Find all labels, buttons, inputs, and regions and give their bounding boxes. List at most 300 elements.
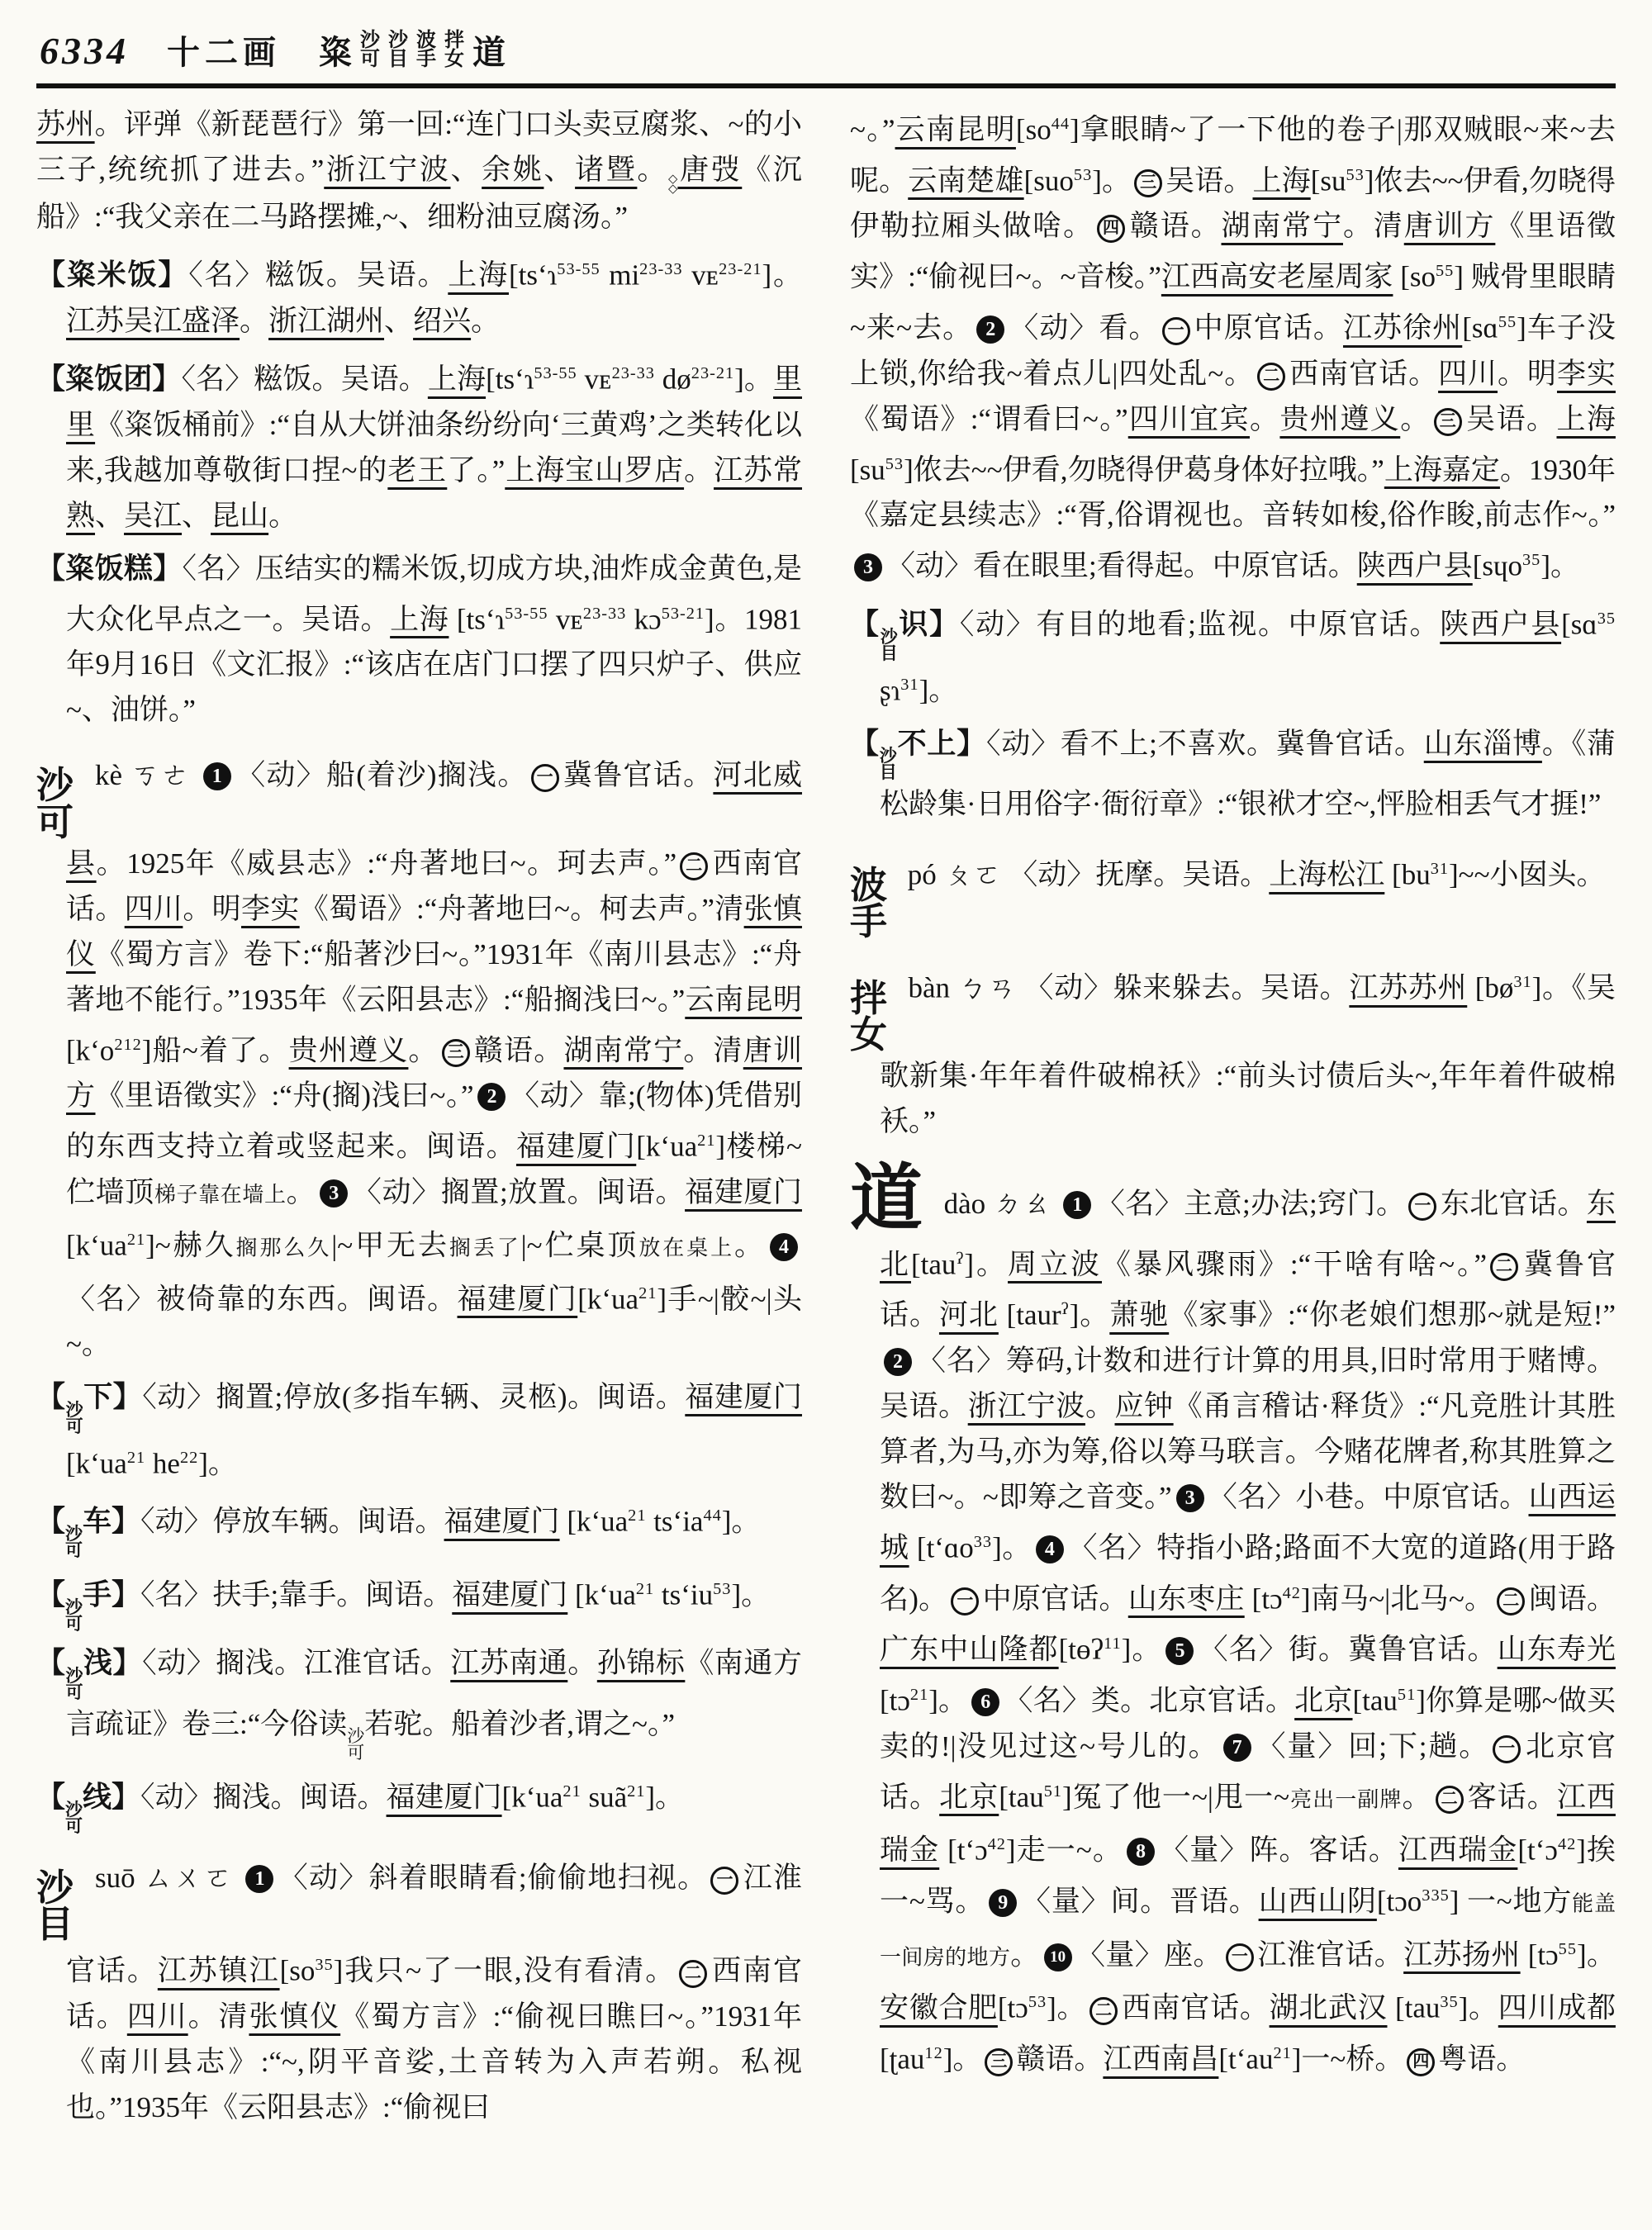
entry-text: [bu (1384, 858, 1431, 891)
place-or-author-name: 四川宜宾 (1127, 402, 1250, 435)
entry-text: [tau (1352, 1684, 1398, 1717)
tone-superscript: 33 (973, 1533, 993, 1551)
entry-text: [kʻua (567, 1578, 636, 1611)
entry-text: [kʻua (636, 1130, 698, 1163)
entry-text: ] 贼骨里眼睛~来~去。 (850, 260, 1616, 344)
entry-text: 。 (684, 453, 714, 486)
entry-text: 〈名〉筹码,计数和进行计算的用具,旧时常用于赌博。吴语。 (880, 1345, 1616, 1422)
entry-text: 西南官话。 (66, 847, 802, 925)
place-or-author-name: 上海 (1252, 164, 1311, 197)
entry-text: ]。 (1047, 1991, 1087, 2024)
place-or-author-name: 福建厦门 (685, 1381, 802, 1414)
headword-entry (850, 1159, 1616, 2082)
entry-text: 《里语徵实》:“舟(搁)浅曰~。” (95, 1079, 474, 1113)
tone-superscript: 31 (1430, 860, 1449, 878)
headword-entry (36, 1855, 802, 2130)
entry-text: ]。 (1092, 164, 1132, 197)
entry-text: 〈名〉主意;办法;窍门。 (1095, 1187, 1406, 1220)
place-or-author-name: 山西运城 (880, 1481, 1616, 1564)
entry-text: 《蜀语》:“舟著地曰~。柯去声。”清 (299, 892, 744, 925)
glyph-part: 沙 (36, 765, 74, 807)
entry-text: 若驼。船着沙者,谓之~。” (364, 1707, 675, 1740)
entry-text: [so (279, 1954, 316, 1987)
tone-superscript: 42 (987, 1835, 1006, 1854)
entry-text: kɔ (626, 603, 662, 636)
entry-text: 手】 (83, 1578, 141, 1611)
entry-text: 赣语。 (1127, 210, 1222, 243)
entry-text: ]车子没上锁,你给我~着点儿|四处乱~。 (850, 311, 1616, 390)
entry-text: ]侬去~~伊看,勿晓得伊葛身体好拉哦。” (904, 453, 1384, 486)
place-or-author-name: 江苏镇江 (157, 1954, 280, 1987)
place-or-author-name: 云南昆明 (685, 983, 802, 1016)
tone-superscript: 53 (713, 1580, 732, 1599)
place-or-author-name: 四川 (1438, 357, 1498, 390)
tone-superscript: 335 (1422, 1886, 1450, 1905)
place-or-author-name: 张慎仪 (66, 892, 802, 970)
entry-text: 【粢饭糕】 (36, 552, 183, 585)
sense-number-badge: 9 (989, 1889, 1017, 1917)
glyph-part: 可 (347, 1743, 365, 1763)
entry-text: dø (654, 363, 691, 396)
glyph-part: 沙 (65, 1597, 83, 1618)
diamond-marker (668, 174, 677, 195)
entry-text: 〈量〉间。晋语。 (1021, 1885, 1259, 1918)
entry-text: 〈名〉被倚靠的东西。闽语。 (66, 1283, 458, 1316)
entry-text: [tsʻɿ (486, 363, 534, 396)
entry-text: ~。” (850, 113, 895, 146)
tone-superscript: 55 (1558, 1939, 1577, 1958)
tone-superscript: 53-55 (534, 364, 577, 383)
entry-text: ]冤了他一~|甩一~ (1061, 1781, 1290, 1814)
entry-text: 。 (637, 154, 669, 186)
gloss-text: 搁丢了 (449, 1236, 521, 1260)
entry-text: 。 (1010, 1938, 1040, 1971)
place-or-author-name: 山东淄博 (1423, 727, 1542, 760)
place-or-author-name: 昆山 (211, 499, 269, 532)
entry-text: 粤语。 (1438, 2043, 1526, 2076)
place-or-author-name: 李实 (241, 892, 300, 925)
place-or-author-name: 福建厦门 (386, 1781, 502, 1814)
sense-number-badge: 4 (1036, 1535, 1064, 1563)
place-or-author-name: 萧驰 (1109, 1299, 1170, 1331)
entry-text: 。1930年《嘉定县续志》:“胥,俗谓视也。音转如梭,俗作睃,前志作~。” (850, 453, 1616, 532)
entry-text: ]船~着了。 (141, 1034, 289, 1067)
entry-text: ] 一~地方 (1449, 1885, 1573, 1918)
region-number-badge: 四 (1407, 2048, 1435, 2076)
entry-text: [taur (998, 1299, 1061, 1331)
entry-text: 〈动〉搁浅。闽语。 (140, 1781, 387, 1814)
tone-superscript: 21 (638, 1283, 657, 1302)
place-or-author-name: 上海嘉定 (1384, 453, 1500, 486)
place-or-author-name: 唐弢 (677, 154, 743, 186)
tone-superscript: 21 (563, 1782, 582, 1801)
sense-number-badge: 8 (1127, 1838, 1155, 1866)
entry-text: 客话。 (1466, 1781, 1557, 1814)
entry-text: 【 (36, 1781, 66, 1814)
entry-text: [tau (910, 1248, 957, 1281)
place-or-author-name: 北京 (939, 1781, 999, 1814)
headword-entry (850, 960, 1616, 1144)
place-or-author-name: 唐训方 (1403, 210, 1496, 243)
sense-number-badge: 1 (203, 762, 231, 790)
entry-text: [bø (1467, 971, 1514, 1004)
tone-superscript: 53-55 (557, 260, 601, 279)
entry-text: [tɵʔ (1058, 1633, 1104, 1666)
compound-entry (36, 1374, 802, 1486)
right-column (850, 102, 1616, 2130)
entry-text: he (145, 1447, 180, 1480)
entry-text: 【 (850, 727, 880, 760)
entry-text: 东北官话。 (1440, 1187, 1587, 1220)
page-number: 6334 (40, 30, 129, 72)
entry-text: 了。” (447, 453, 506, 486)
place-or-author-name: 贵州遵义 (288, 1034, 409, 1067)
tone-superscript: 55 (1436, 262, 1455, 281)
entry-text: 〈量〉座。 (1075, 1938, 1222, 1971)
place-or-author-name: 上海松江 (1269, 858, 1385, 891)
region-number-badge: 二 (1089, 1997, 1118, 2025)
glyph-part: 女 (444, 48, 468, 70)
region-number-badge: 三 (985, 2048, 1013, 2076)
entry-text: ]~赫久 (145, 1229, 236, 1262)
glyph-part: 可 (65, 1614, 83, 1635)
entry-text: [kʻo (66, 1034, 115, 1067)
place-or-author-name: 陕西户县 (1440, 608, 1562, 641)
sense-number-badge: 10 (1044, 1943, 1072, 1971)
entry-text: 《蜀方言》:“偷视曰瞧曰~。”1931年《南川县志》:“~,阴平音娑,土音转为入声若朔。私视也。”1935年《云阳县志》:“偷视曰 (66, 2000, 802, 2123)
place-or-author-name: 云南楚雄 (908, 164, 1024, 197)
gloss-text: 梯子靠在墙上 (154, 1182, 287, 1207)
entry-text: 〈动〉看不上;不喜欢。冀鲁官话。 (985, 727, 1424, 760)
headword-character: 道 (850, 1159, 923, 1240)
tone-superscript: 31 (900, 675, 919, 694)
entry-text: 〈名〉特指小路;路面不大宽的道路(用于路名)。 (880, 1531, 1616, 1616)
entry-text: mi (600, 259, 640, 292)
tone-superscript: 21 (1273, 2043, 1292, 2062)
tone-superscript: 23-33 (611, 364, 655, 383)
sense-number-badge: 2 (477, 1083, 506, 1111)
gloss-text: 能盖一间房的地方 (880, 1891, 1616, 1970)
gloss-text: 搁那么久 (235, 1236, 332, 1260)
entry-text: suã (581, 1781, 628, 1814)
entry-text: 、 (384, 305, 414, 338)
tone-superscript: 51 (1043, 1782, 1062, 1801)
glyph-part: 可 (65, 1540, 83, 1561)
entry-text: 、 (182, 499, 211, 532)
region-number-badge: 一 (1226, 1943, 1254, 1971)
entry-text: 〈量〉阵。客话。 (1159, 1834, 1398, 1867)
entry-text: 。 (268, 499, 298, 532)
entry-text: ]一~桥。 (1291, 2043, 1404, 2076)
place-or-author-name: 江苏徐州 (1342, 311, 1463, 344)
entry-text: 。清 (683, 1034, 743, 1067)
stroke-count-section: 十二画 (167, 34, 281, 71)
entry-text: 〈动〉看在眼里;看得起。中原官话。 (886, 549, 1357, 582)
place-or-author-name: 江西南昌 (1103, 2043, 1219, 2076)
glyph-part: 沙 (65, 1399, 83, 1420)
compound-entry (36, 1567, 802, 1633)
entry-text: vᴇ (682, 259, 719, 292)
region-number-badge: 二 (1490, 1253, 1518, 1281)
place-or-author-name: 苏州 (36, 108, 95, 140)
place-or-author-name: 上海 (390, 603, 449, 636)
entry-text: 〈名〉扶手;靠手。闽语。 (140, 1578, 453, 1611)
entry-text: ]。 (762, 259, 802, 292)
composed-glyph (388, 31, 411, 69)
place-or-author-name: 福建厦门 (444, 1505, 560, 1538)
glyph-part: 沙 (879, 746, 897, 766)
headword-character (36, 1867, 74, 1946)
entry-text: ]。 (964, 1248, 1009, 1281)
tone-superscript: 35 (1522, 551, 1541, 570)
glyph-part: 女 (850, 1013, 888, 1056)
entry-text: 《蜀方言》卷下:“船著沙曰~。”1931年《南川县志》:“舟著地不能行。”1935年《云阳县志》:“船搁浅曰~。” (66, 937, 802, 1016)
entry-text: 。评弹《新琵琶行》第一回:“连门口头卖豆腐浆、~的小三子,统统抓了进去。” (36, 108, 802, 186)
place-or-author-name: 四川 (124, 892, 183, 925)
place-or-author-name: 湖南常宁 (563, 1034, 684, 1067)
entry-text: 〈动〉船(着沙)搁浅。 (235, 759, 528, 792)
entry-text: [tʻɑo (909, 1531, 974, 1564)
entry-text: kè ㄎㄜ (87, 759, 199, 792)
entry-text: [tɔ (880, 1684, 910, 1717)
entry-text: 西南官话。 (1121, 1991, 1270, 2024)
region-number-badge: 二 (680, 852, 708, 880)
entry-text: vᴇ (577, 363, 612, 396)
place-or-author-name: 应钟 (1114, 1390, 1174, 1422)
entry-text: 【粢饭团】 (36, 363, 182, 396)
tone-superscript: 23-33 (582, 604, 627, 623)
entry-text: ]南马~|北马~。 (1300, 1582, 1494, 1616)
entry-text: ]。《吴歌新集·年年着件破棉袄》:“前头讨债后头~,年年着件破棉袄。” (880, 971, 1616, 1137)
entry-text: ]手~|骹~|头~。 (66, 1283, 802, 1361)
glyph-part: 沙 (360, 29, 383, 51)
compound-entry (36, 1493, 802, 1559)
entry-text: 。 (286, 1175, 316, 1208)
entry-text: 【 (36, 1578, 66, 1611)
glyph-part: 沙 (65, 1800, 83, 1820)
entry-text: ]。 (942, 2043, 982, 2076)
entry-text: ]。 (992, 1531, 1032, 1564)
entry-text: 浅】 (83, 1647, 143, 1680)
two-column-text (36, 102, 1616, 2130)
entry-text: ]。 (734, 363, 773, 396)
entry-text: ]走一~。 (1005, 1834, 1123, 1867)
entry-text: ]。1981年9月16日《文汇报》:“该店在店门口摆了四只炉子、供应~、油饼。” (66, 603, 802, 727)
entry-text: 。 (1085, 1390, 1115, 1422)
tone-superscript: 23-21 (719, 260, 762, 279)
place-or-author-name: 江苏吴江盛泽 (66, 305, 240, 338)
composed-glyph (416, 31, 439, 69)
entry-text: 【粢米饭】 (36, 259, 189, 292)
tone-superscript: 53-55 (505, 604, 548, 623)
place-or-author-name: 湖南常宁 (1221, 210, 1343, 243)
tone-superscript: 12 (924, 2043, 943, 2062)
place-or-author-name: 浙江宁波 (324, 154, 451, 186)
place-or-author-name: 江苏常熟 (66, 453, 802, 532)
entry-text: 【 (36, 1647, 66, 1680)
tone-superscript: ʔ (956, 1249, 965, 1268)
entry-text: 、 (95, 499, 125, 532)
place-or-author-name: 北京 (1294, 1684, 1353, 1717)
place-or-author-name: 孙锦标 (596, 1647, 686, 1680)
region-number-badge: 一 (1162, 317, 1190, 345)
entry-text: [so (1015, 113, 1051, 146)
entry-text: [kʻua (66, 1447, 127, 1480)
region-number-badge: 一 (1408, 1193, 1436, 1221)
composed-glyph (65, 1399, 83, 1436)
place-or-author-name: 江西瑞金 (880, 1781, 1616, 1867)
tone-superscript: 21 (628, 1506, 647, 1525)
place-or-author-name: 里里 (66, 363, 802, 441)
entry-text: 。 (408, 1034, 439, 1067)
tone-superscript: 23-21 (691, 364, 735, 383)
tone-superscript: 22 (179, 1448, 199, 1467)
entry-text: [tɔ (1520, 1938, 1559, 1971)
entry-text: 《里语徵实》:“偷视曰~。~音梭。” (850, 210, 1616, 293)
place-or-author-name: 广东中山隆都 (880, 1633, 1059, 1666)
entry-text: 冀鲁官话。 (562, 759, 714, 792)
composed-glyph (65, 1802, 83, 1835)
entry-text: 〈动〉搁浅。江淮官话。 (142, 1647, 451, 1680)
entry-text: ʂɿ (880, 674, 901, 707)
entry-text: [kʻua (66, 1229, 127, 1262)
place-or-author-name: 绍兴 (413, 305, 472, 338)
entry-continuation (36, 102, 802, 240)
region-number-badge: 二 (1497, 1587, 1525, 1616)
place-or-author-name: 福建厦门 (515, 1130, 637, 1163)
entry-text: 、 (450, 154, 482, 186)
tone-superscript: 23-33 (639, 260, 683, 279)
headword-character (36, 765, 74, 843)
tone-superscript: 51 (1397, 1685, 1417, 1704)
place-or-author-name: 江苏扬州 (1403, 1938, 1521, 1971)
tone-superscript: 21 (635, 1580, 655, 1599)
entry-text: 。明 (183, 892, 242, 925)
entry-text: [tau (1387, 1991, 1441, 2024)
sense-number-badge: 1 (1063, 1191, 1091, 1219)
sense-number-badge: 6 (971, 1688, 999, 1716)
composed-glyph (65, 1526, 83, 1559)
place-or-author-name: 唐训方 (66, 1034, 802, 1113)
gloss-text: 亮出一副牌 (1289, 1787, 1403, 1812)
entry-text: 赣语。 (472, 1034, 564, 1067)
tone-superscript: 21 (126, 1448, 146, 1467)
tone-superscript: 21 (126, 1230, 146, 1249)
place-or-author-name: 张慎仪 (249, 2000, 341, 2033)
entry-text: |~甲无去 (331, 1229, 449, 1262)
entry-text: ]。 (919, 674, 958, 707)
entry-text: 冀鲁官话。 (880, 1248, 1616, 1331)
entry-text: 。 (240, 305, 269, 338)
entry-text: 〈名〉糍饭。吴语。 (181, 363, 428, 396)
entry-text: 粢 (319, 34, 355, 71)
entry-text: 〈动〉看。 (1009, 311, 1159, 344)
entry-text: 〈动〉有目的地看;监视。中原官话。 (959, 608, 1441, 641)
entry-text: 〈名〉类。北京官话。 (1004, 1684, 1295, 1717)
entry-text: [kʻua (501, 1781, 563, 1814)
tone-superscript: 21 (697, 1132, 716, 1151)
entry-text: [tɔo (1376, 1885, 1422, 1918)
place-or-author-name: 周立波 (1008, 1248, 1102, 1281)
entry-text: [so (1393, 260, 1436, 293)
place-or-author-name: 李实 (1556, 357, 1616, 390)
entry-text: ]。 (1540, 549, 1579, 582)
entry-text: 〈名〉小巷。中原官话。 (1208, 1481, 1529, 1513)
place-or-author-name: 诸暨 (575, 154, 638, 186)
tone-superscript: 53-21 (661, 604, 705, 623)
entry-text: 中原官话。 (982, 1582, 1128, 1616)
entry-text: pó ㄆㄛ 〈动〉抚摩。吴语。 (900, 858, 1270, 891)
glyph-part: 目 (880, 643, 898, 664)
place-or-author-name: 江苏南通 (450, 1647, 568, 1680)
entry-text: [tʻɔ (1517, 1834, 1558, 1867)
place-or-author-name: 陕西户县 (1356, 549, 1473, 582)
place-or-author-name: 上海 (448, 259, 509, 292)
entry-text: ]你算是哪~做买卖的!|没见过这~号儿的。 (880, 1684, 1616, 1763)
entry-text: 。1925年《威县志》:“舟著地曰~。珂去声。” (96, 847, 677, 880)
tone-superscript: 35 (1440, 1993, 1459, 2012)
entry-text: 。明 (1498, 357, 1557, 390)
composed-glyph (444, 31, 468, 69)
entry-text: ]拿眼睛~了一下他的卷子|那双贼眼~来~去呢。 (850, 113, 1616, 197)
glyph-part: 可 (65, 1416, 83, 1436)
entry-text: ]侬去~~伊看,勿晓得伊勒拉厢头做啥。 (850, 164, 1616, 243)
entry-text: vᴇ (548, 603, 583, 636)
entry-text: 《蜀语》:“谓看曰~。” (850, 402, 1128, 435)
entry-text: 识】 (897, 608, 960, 641)
region-number-badge: 一 (531, 764, 559, 792)
entry-text: bàn ㄅㄢ 〈动〉躲来躲去。吴语。 (900, 971, 1350, 1004)
entry-text: 【 (36, 1381, 66, 1414)
entry-text: 【 (850, 608, 881, 641)
gloss-text: 放在桌上 (638, 1236, 735, 1260)
entry-text: 不上】 (896, 727, 986, 760)
region-number-badge: 一 (951, 1587, 979, 1616)
region-number-badge: 三 (1434, 408, 1462, 436)
entry-text: 【 (36, 1505, 66, 1538)
tone-superscript: 21 (627, 1782, 646, 1801)
entry-text: ]。 (645, 1781, 685, 1814)
entry-text: 〈动〉搁置;停放(多指车辆、灵柩)。闽语。 (142, 1381, 686, 1414)
entry-text: 。 (1249, 402, 1280, 435)
place-or-author-name: 福建厦门 (452, 1578, 568, 1611)
glyph-part: 可 (36, 801, 74, 843)
entry-text: 车】 (83, 1505, 141, 1538)
entry-text: ]。 (198, 1447, 237, 1480)
entry-text: 。《蒲松龄集·日用俗字·衙衍章》:“银袱才空~,怦脸相丢气才捱!” (880, 727, 1616, 820)
tone-superscript: 53 (1073, 165, 1093, 184)
composed-glyph (880, 748, 897, 781)
entry-text: 〈名〉街。冀鲁官话。 (1198, 1633, 1498, 1666)
entry-text: 江淮官话。 (66, 1862, 802, 1987)
place-or-author-name: 山东寿光 (1497, 1633, 1616, 1666)
glyph-part: 手 (850, 900, 888, 942)
tone-superscript: 11 (1104, 1635, 1122, 1654)
tone-superscript: 44 (703, 1506, 722, 1525)
place-or-author-name: 余姚 (482, 154, 544, 186)
entry-text: [ʈau (880, 2043, 925, 2076)
compound-entry (850, 596, 1616, 714)
header-divider (36, 83, 1616, 88)
entry-text: ]。 (1121, 1633, 1162, 1666)
entry-text: [kʻua (577, 1283, 639, 1316)
sense-number-badge: 7 (1223, 1734, 1251, 1762)
region-number-badge: 三 (1134, 169, 1162, 197)
tone-superscript: ʔ (1061, 1300, 1070, 1319)
tone-superscript: 44 (1051, 115, 1070, 133)
tone-superscript: 53 (1028, 1993, 1047, 2012)
tone-superscript: 53 (885, 454, 904, 473)
